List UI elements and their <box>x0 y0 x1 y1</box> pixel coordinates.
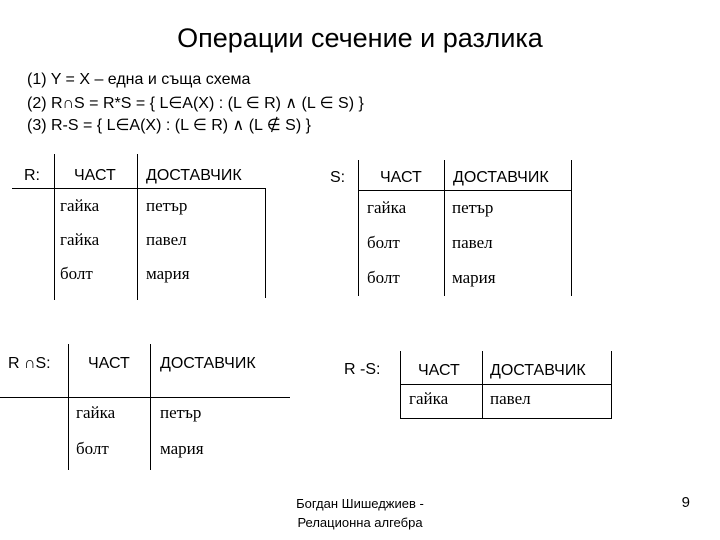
intersection-header-part: ЧАСТ <box>88 355 130 372</box>
relation-r-header-supplier: ДОСТАВЧИК <box>146 167 242 184</box>
table-cell: гайка <box>60 196 100 215</box>
relation-r-header-part: ЧАСТ <box>74 167 116 184</box>
difference-left-border <box>400 351 401 419</box>
relation-s-header-part: ЧАСТ <box>380 169 422 186</box>
footer-author: Богдан Шишеджиев - <box>296 496 424 511</box>
table-cell: петър <box>452 198 494 217</box>
intersection-left-border <box>68 344 69 470</box>
table-cell: болт <box>367 233 400 252</box>
definition-1: (1) Y = X – една и съща схема <box>27 71 251 88</box>
table-cell: гайка <box>76 403 116 422</box>
slide-title: Операции сечение и разлика <box>177 23 543 53</box>
relation-r-right-border <box>265 188 266 298</box>
relation-r-header-rule <box>12 188 266 189</box>
intersection-header-supplier: ДОСТАВЧИК <box>160 355 256 372</box>
table-cell: мария <box>452 268 496 287</box>
relation-s-label: S: <box>330 169 346 186</box>
table-cell: петър <box>160 403 202 422</box>
page-number: 9 <box>681 494 690 511</box>
difference-column-divider <box>482 351 483 419</box>
table-cell: болт <box>367 268 400 287</box>
table-cell: болт <box>76 439 109 458</box>
difference-header-part: ЧАСТ <box>418 362 460 379</box>
relation-s-header-supplier: ДОСТАВЧИК <box>453 169 549 186</box>
definition-3: (3) R-S = { L∈A(X) : (L ∈ R) ∧ (L ∉ S) } <box>27 117 311 134</box>
relation-r-left-border <box>54 154 55 300</box>
intersection-label: R ∩S: <box>8 355 51 372</box>
table-cell: гайка <box>60 230 100 249</box>
table-cell: павел <box>146 230 187 249</box>
relation-s-column-divider <box>444 160 445 296</box>
difference-bottom-border <box>400 418 612 419</box>
table-cell: гайка <box>367 198 407 217</box>
relation-r-column-divider <box>137 154 138 300</box>
table-cell: мария <box>146 264 190 283</box>
difference-label: R -S: <box>344 361 381 378</box>
difference-right-border <box>611 351 612 419</box>
table-cell: павел <box>452 233 493 252</box>
relation-s-left-border <box>358 160 359 296</box>
relation-s-header-rule <box>358 190 572 191</box>
table-cell: павел <box>490 389 531 408</box>
relation-s-right-border <box>571 160 572 296</box>
table-cell: болт <box>60 264 93 283</box>
table-cell: петър <box>146 196 188 215</box>
difference-header-supplier: ДОСТАВЧИК <box>490 362 586 379</box>
footer-subject: Релационна алгебра <box>297 515 423 530</box>
intersection-column-divider <box>150 344 151 470</box>
table-cell: мария <box>160 439 204 458</box>
relation-r-label: R: <box>24 167 40 184</box>
intersection-header-rule <box>0 397 290 398</box>
difference-header-rule <box>400 384 612 385</box>
table-cell: гайка <box>409 389 449 408</box>
definition-2: (2) R∩S = R*S = { L∈A(X) : (L ∈ R) ∧ (L ∈ S) } <box>27 95 364 112</box>
